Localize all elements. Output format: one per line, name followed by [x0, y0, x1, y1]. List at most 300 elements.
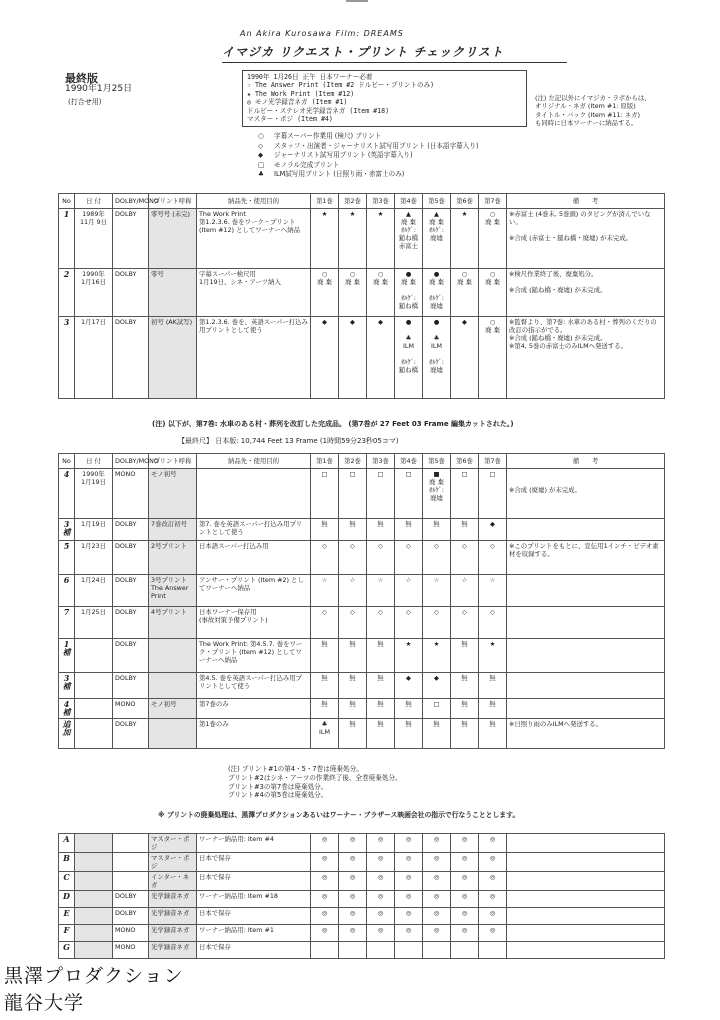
- row-reel-mark: ◎: [339, 834, 367, 853]
- row-reel-mark: ◎: [311, 853, 339, 872]
- box-line: ☆ The Answer Print (Item #2 ドルビー・プリントのみ): [247, 81, 435, 90]
- row-sound: DOLBY: [113, 891, 149, 908]
- row-reel-mark: ◎: [479, 891, 507, 908]
- row-remarks: [507, 853, 665, 872]
- row-reel-mark: ◎: [367, 908, 395, 925]
- row-remarks: ※日照り雨のみILMへ発送する。: [507, 719, 665, 749]
- row-reel-mark: ◎: [423, 891, 451, 908]
- row-sound: DOLBY: [113, 719, 149, 749]
- title-underline: [222, 62, 567, 63]
- row-material: インター・ネガ: [149, 872, 197, 891]
- row-reel-mark: ◎: [395, 925, 423, 942]
- row-reel-mark: ★: [423, 639, 451, 673]
- watermark-line-2: 龍谷大学: [4, 992, 85, 1014]
- row-destination: 日本で保存: [197, 908, 311, 925]
- row-reel-mark: ◎: [367, 925, 395, 942]
- row-destination: 第1巻のみ: [197, 719, 311, 749]
- row-reel-mark: □: [367, 469, 395, 519]
- table-row: [59, 269, 665, 317]
- row-material: マスター・ポジ: [149, 834, 197, 853]
- row-no: 1: [59, 209, 75, 269]
- right-note-line: オリジナル・ネガ (Item #1: 原版): [535, 102, 636, 111]
- row-sound: DOLBY: [113, 209, 149, 269]
- print-table-1: [58, 193, 665, 399]
- row-no: 3補: [59, 673, 75, 699]
- row-sound: [113, 834, 149, 853]
- row-destination: 日本で保存: [197, 942, 311, 959]
- row-reel-mark: 無: [451, 673, 479, 699]
- row-remarks: ※合成 (廃墟) が未完成。: [507, 469, 665, 519]
- row-reel-mark: ◆: [423, 673, 451, 699]
- row-reel-mark: ○ 廃 棄: [479, 209, 507, 269]
- row-reel-mark: 無: [451, 719, 479, 749]
- row-destination: 日本語スーパー打込み用: [197, 541, 311, 575]
- row-date: 1月19日: [75, 519, 113, 541]
- table-row: [59, 469, 665, 519]
- row-no: 7: [59, 607, 75, 639]
- row-reel-mark: ○ 廃 棄: [479, 317, 507, 399]
- row-print-name: [149, 673, 197, 699]
- legend-text: スタッフ・出演者・ジャーナリスト試写用プリント (日本語字幕入り): [274, 141, 479, 150]
- row-reel-mark: ◇: [395, 541, 423, 575]
- row-remarks: [507, 925, 665, 942]
- row-reel-mark: 無: [339, 699, 367, 719]
- row-reel-mark: ◎: [367, 834, 395, 853]
- legend-item: [258, 161, 479, 171]
- row-reel-mark: [423, 942, 451, 959]
- row-reel-mark: ◎: [339, 908, 367, 925]
- row-remarks: [507, 872, 665, 891]
- row-reel-mark: ◇: [311, 607, 339, 639]
- row-destination: 日本で保存: [197, 853, 311, 872]
- row-no: G: [59, 942, 75, 959]
- row-reel-mark: ★: [395, 639, 423, 673]
- row-reel-mark: ◆: [451, 317, 479, 399]
- row-reel-mark: 無: [311, 519, 339, 541]
- row-date: [75, 719, 113, 749]
- row-remarks: [507, 607, 665, 639]
- row-reel-mark: ◎: [339, 925, 367, 942]
- col-print-name: プリント呼称: [149, 454, 197, 469]
- row-reel-mark: ◎: [311, 891, 339, 908]
- row-reel-mark: ◇: [339, 607, 367, 639]
- box-line: 1990年 1月26日 正午 日本ワーナー必着: [247, 73, 373, 81]
- row-remarks: [507, 699, 665, 719]
- row-reel-mark: 無: [451, 639, 479, 673]
- row-reel-mark: ○ 廃 棄: [451, 269, 479, 317]
- row-date: [75, 942, 113, 959]
- row-reel-mark: ◇: [423, 607, 451, 639]
- col-destination: 納品先・使用目的: [197, 454, 311, 469]
- row-reel-mark: ◎: [311, 834, 339, 853]
- table-row: [59, 209, 665, 269]
- right-note-line: (注) 左記以外にイマジカ・ラボからは、: [535, 94, 651, 102]
- row-reel-mark: 無: [367, 699, 395, 719]
- row-print-name: 零号: [149, 269, 197, 317]
- row-print-name: モノ初号: [149, 699, 197, 719]
- col-reel: 第7巻: [479, 454, 507, 469]
- row-reel-mark: ☆: [311, 575, 339, 607]
- row-print-name: 初号 (AK試写): [149, 317, 197, 399]
- material-row: [59, 853, 665, 872]
- table-row: [59, 673, 665, 699]
- row-reel-mark: ◎: [479, 908, 507, 925]
- row-reel-mark: 無: [311, 699, 339, 719]
- table-header-row: [59, 454, 665, 469]
- row-reel-mark: □: [479, 469, 507, 519]
- row-reel-mark: ■ 廃 棄 ｵﾙｸﾞ: 廃墟: [423, 469, 451, 519]
- row-reel-mark: ◎: [423, 853, 451, 872]
- row-remarks: [507, 908, 665, 925]
- row-remarks: [507, 575, 665, 607]
- row-reel-mark: ◎: [451, 872, 479, 891]
- row-sound: DOLBY: [113, 575, 149, 607]
- col-sound: DOLBY/MONO: [113, 194, 149, 209]
- row-reel-mark: ◎: [367, 872, 395, 891]
- row-reel-mark: ◎: [395, 872, 423, 891]
- row-no: 6: [59, 575, 75, 607]
- row-reel-mark: ◎: [451, 853, 479, 872]
- row-sound: DOLBY: [113, 673, 149, 699]
- row-reel-mark: ★: [339, 209, 367, 269]
- row-reel-mark: ○ 廃 棄: [367, 269, 395, 317]
- row-date: 1990年 1月16日: [75, 269, 113, 317]
- table-row: [59, 575, 665, 607]
- right-note-line: タイトル・バック (Item #11: ネガ): [535, 110, 641, 119]
- row-no: D: [59, 891, 75, 908]
- row-reel-mark: ◆: [311, 317, 339, 399]
- row-date: [75, 872, 113, 891]
- table-row: [59, 699, 665, 719]
- row-remarks: [507, 519, 665, 541]
- row-reel-mark: ◎: [311, 872, 339, 891]
- row-reel-mark: ◇: [311, 541, 339, 575]
- col-reel: 第4巻: [395, 454, 423, 469]
- top-scan-mark: [346, 0, 368, 2]
- version-date: 1990年1月25日: [65, 84, 133, 94]
- row-reel-mark: ◇: [367, 607, 395, 639]
- row-sound: MONO: [113, 469, 149, 519]
- document-title: イマジカ リクエスト・プリント チェックリスト: [222, 45, 504, 59]
- row-date: [75, 891, 113, 908]
- row-no: 3補: [59, 519, 75, 541]
- row-material: 光学録音ネガ: [149, 908, 197, 925]
- row-reel-mark: 無: [395, 719, 423, 749]
- col-reel: 第5巻: [423, 194, 451, 209]
- row-reel-mark: ◎: [451, 908, 479, 925]
- row-reel-mark: ★: [451, 209, 479, 269]
- col-no: No: [59, 454, 75, 469]
- row-destination: 日本で保存: [197, 872, 311, 891]
- legend-text: ジャーナリスト試写用プリント (英語字幕入り): [274, 151, 413, 160]
- row-reel-mark: [367, 942, 395, 959]
- row-reel-mark: ● ♣ ILM ｵﾙｸﾞ: 廃墟: [423, 317, 451, 399]
- row-reel-mark: ● ♣ ILM ｵﾙｸﾞ: 鎚ね橋: [395, 317, 423, 399]
- col-print-name: プリント呼称: [149, 194, 197, 209]
- row-print-name: 7巻改訂初号: [149, 519, 197, 541]
- row-reel-mark: [395, 942, 423, 959]
- col-reel: 第1巻: [311, 454, 339, 469]
- row-destination: [197, 469, 311, 519]
- row-date: 1月24日: [75, 575, 113, 607]
- col-remarks: 備 考: [507, 194, 665, 209]
- row-reel-mark: ◎: [479, 872, 507, 891]
- row-sound: MONO: [113, 699, 149, 719]
- row-reel-mark: ◇: [451, 607, 479, 639]
- row-no: 4: [59, 469, 75, 519]
- row-no: A: [59, 834, 75, 853]
- row-sound: DOLBY: [113, 541, 149, 575]
- table-row: [59, 719, 665, 749]
- row-reel-mark: 無: [423, 719, 451, 749]
- row-reel-mark: ◎: [451, 925, 479, 942]
- row-reel-mark: ◆: [339, 317, 367, 399]
- legend-text: 字幕スーパー作業用 (検尺) プリント: [274, 132, 382, 140]
- row-reel-mark: ◎: [479, 853, 507, 872]
- table-row: [59, 541, 665, 575]
- row-date: [75, 834, 113, 853]
- row-destination: 字幕スーパー検尺用 1月19日、シネ・アーツ納入: [197, 269, 311, 317]
- disposal-note-line: プリント#2はシネ・アーツの作業終了後、全巻廃棄処分。: [228, 773, 402, 782]
- row-reel-mark: ◎: [423, 834, 451, 853]
- disposal-instruction: ※ プリントの廃棄処理は、黒澤プロダクションあるいはワーナー・ブラザース映画会社の指示で行なうこととします。: [158, 811, 520, 819]
- row-date: 1990年 1月19日: [75, 469, 113, 519]
- col-reel: 第3巻: [367, 194, 395, 209]
- col-reel: 第1巻: [311, 194, 339, 209]
- row-sound: MONO: [113, 925, 149, 942]
- row-reel-mark: 無: [367, 519, 395, 541]
- row-reel-mark: ● 廃 棄 ｵﾙｸﾞ: 鎚ね橋: [395, 269, 423, 317]
- row-reel-mark: ◎: [395, 853, 423, 872]
- row-no: F: [59, 925, 75, 942]
- box-line: ★ The Work Print (Item #12): [247, 89, 355, 98]
- row-reel-mark: 無: [423, 519, 451, 541]
- row-reel-mark: ◎: [311, 925, 339, 942]
- right-note: [535, 94, 651, 128]
- row-date: [75, 853, 113, 872]
- row-no: B: [59, 853, 75, 872]
- row-no: 4補: [59, 699, 75, 719]
- row-reel-mark: ◎: [451, 834, 479, 853]
- row-print-name: 2号プリント: [149, 541, 197, 575]
- row-remarks: [507, 639, 665, 673]
- row-reel-mark: ◆: [395, 673, 423, 699]
- row-reel-mark: ◎: [339, 872, 367, 891]
- row-date: [75, 639, 113, 673]
- row-destination: ワーナー納品用: Item #1: [197, 925, 311, 942]
- col-reel: 第4巻: [395, 194, 423, 209]
- row-reel-mark: ♣ ILM: [311, 719, 339, 749]
- row-reel-mark: □: [423, 699, 451, 719]
- row-date: [75, 925, 113, 942]
- row-date: [75, 673, 113, 699]
- row-reel-mark: □: [311, 469, 339, 519]
- col-date: 日 付: [75, 194, 113, 209]
- col-remarks: 備 考: [507, 454, 665, 469]
- row-reel-mark: ☆: [451, 575, 479, 607]
- col-reel: 第2巻: [339, 454, 367, 469]
- row-reel-mark: 無: [479, 673, 507, 699]
- row-reel-mark: ▲ 廃 棄 ｵﾙｸﾞ: 鎚ね橋 赤富士: [395, 209, 423, 269]
- row-sound: [113, 853, 149, 872]
- row-reel-mark: ◎: [423, 925, 451, 942]
- material-row: [59, 908, 665, 925]
- row-destination: ワーナー納品用: Item #18: [197, 891, 311, 908]
- row-reel-mark: ◎: [339, 853, 367, 872]
- row-reel-mark: ★: [367, 209, 395, 269]
- row-destination: 第7. 巻を英語スーパー打込み用プリントとして使う: [197, 519, 311, 541]
- row-reel-mark: ☆: [479, 575, 507, 607]
- materials-table: [58, 833, 665, 959]
- row-sound: DOLBY: [113, 269, 149, 317]
- row-reel-mark: ◎: [367, 891, 395, 908]
- row-date: 1989年 11月 9日: [75, 209, 113, 269]
- row-date: 1月23日: [75, 541, 113, 575]
- row-reel-mark: ☆: [339, 575, 367, 607]
- row-reel-mark: ◇: [339, 541, 367, 575]
- delivery-box: [242, 70, 527, 127]
- row-print-name: 零号号 (未完): [149, 209, 197, 269]
- col-reel: 第7巻: [479, 194, 507, 209]
- box-line: マスター・ポジ (Item #4): [247, 115, 333, 124]
- legend-symbol: ○: [258, 132, 264, 140]
- col-reel: 第6巻: [451, 194, 479, 209]
- row-destination: 日本ワーナー保存用 (事故対策予備プリント): [197, 607, 311, 639]
- row-reel-mark: ★: [479, 639, 507, 673]
- row-reel-mark: 無: [311, 639, 339, 673]
- table-header-row: [59, 194, 665, 209]
- row-destination: 第7巻のみ: [197, 699, 311, 719]
- row-reel-mark: ★: [311, 209, 339, 269]
- legend-item: [258, 151, 479, 161]
- row-sound: MONO: [113, 942, 149, 959]
- row-reel-mark: 無: [339, 639, 367, 673]
- row-remarks: ※赤富士 (4巻末, 5巻頭) のタビングが済んでいない。 ※合成 (赤富士・鎚ね橋・廃墟) が未完成。: [507, 209, 665, 269]
- legend-symbol: ◆: [258, 151, 264, 160]
- row-remarks: [507, 834, 665, 853]
- row-reel-mark: ● 廃 棄 ｵﾙｸﾞ: 廃墟: [423, 269, 451, 317]
- revision-note: (注) 以下が、第7巻: 水車のある村・葬列を改訂した完成品。 (第7巻が 27 Feet 03 Frame 編集カットされた。): [152, 420, 514, 428]
- row-reel-mark: 無: [479, 719, 507, 749]
- row-reel-mark: □: [339, 469, 367, 519]
- row-reel-mark: 無: [311, 673, 339, 699]
- row-reel-mark: ◎: [395, 891, 423, 908]
- row-reel-mark: ◎: [395, 834, 423, 853]
- col-reel: 第2巻: [339, 194, 367, 209]
- row-print-name: モノ初号: [149, 469, 197, 519]
- legend-item: [258, 170, 479, 180]
- row-destination: The Work Print: 第4.5.7. 巻をワーク・プリント (Item #12) としてワーナーへ納品: [197, 639, 311, 673]
- row-destination: ワーナー納品用: Item #4: [197, 834, 311, 853]
- row-reel-mark: ◇: [451, 541, 479, 575]
- row-material: 光学録音ネガ: [149, 891, 197, 908]
- row-no: 追加: [59, 719, 75, 749]
- row-reel-mark: 無: [479, 699, 507, 719]
- row-reel-mark: □: [451, 469, 479, 519]
- row-reel-mark: ◎: [339, 891, 367, 908]
- material-row: [59, 925, 665, 942]
- row-remarks: ※このプリントをもとに、宣伝用1インチ・ビデオ素材を収録する。: [507, 541, 665, 575]
- row-no: E: [59, 908, 75, 925]
- row-reel-mark: ◎: [479, 925, 507, 942]
- row-sound: DOLBY: [113, 317, 149, 399]
- row-no: 3: [59, 317, 75, 399]
- legend-symbol: □: [258, 160, 265, 169]
- row-reel-mark: [451, 942, 479, 959]
- row-reel-mark: ◎: [451, 891, 479, 908]
- row-reel-mark: ☆: [395, 575, 423, 607]
- row-destination: 第1.2.3.6. 巻を、英語スーパー打込み用プリントとして使う: [197, 317, 311, 399]
- row-date: [75, 908, 113, 925]
- col-reel: 第3巻: [367, 454, 395, 469]
- row-reel-mark: ◎: [423, 872, 451, 891]
- row-sound: [113, 872, 149, 891]
- film-title: An Akira Kurosawa Film: DREAMS: [240, 29, 404, 38]
- col-sound: DOLBY/MONO: [113, 454, 149, 469]
- row-material: 光学録音ネガ: [149, 942, 197, 959]
- row-reel-mark: ○ 廃 棄: [311, 269, 339, 317]
- row-no: C: [59, 872, 75, 891]
- row-reel-mark: 無: [367, 719, 395, 749]
- row-reel-mark: 無: [451, 519, 479, 541]
- box-line: ドルビー・ステレオ光学録音ネガ (Item #18): [247, 106, 390, 115]
- row-reel-mark: ◎: [395, 908, 423, 925]
- row-remarks: ※検尺作業終了後、廃棄処分。 ※合成 (鎚ね橋・廃墟) が未完成。: [507, 269, 665, 317]
- row-date: 1月17日: [75, 317, 113, 399]
- row-date: 1月25日: [75, 607, 113, 639]
- row-reel-mark: 無: [339, 519, 367, 541]
- row-sound: DOLBY: [113, 639, 149, 673]
- table-row: [59, 639, 665, 673]
- legend-text: ILM試写用プリント (日照り雨・赤富士のみ): [274, 170, 405, 179]
- table-row: [59, 607, 665, 639]
- row-reel-mark: [339, 942, 367, 959]
- row-reel-mark: ○ 廃 棄: [479, 269, 507, 317]
- material-row: [59, 872, 665, 891]
- row-reel-mark: 無: [339, 719, 367, 749]
- row-reel-mark: 無: [395, 519, 423, 541]
- disposal-note-line: プリント#3の第7巻は廃棄処分。: [228, 782, 328, 791]
- row-print-name: [149, 719, 197, 749]
- row-remarks: [507, 673, 665, 699]
- box-line: ◎ モノ光学録音ネガ (Item #1): [247, 98, 348, 107]
- row-reel-mark: ◇: [479, 607, 507, 639]
- row-remarks: [507, 891, 665, 908]
- row-reel-mark: 無: [339, 673, 367, 699]
- legend-item: [258, 142, 479, 152]
- row-reel-mark: ◆: [367, 317, 395, 399]
- row-no: 1補: [59, 639, 75, 673]
- row-no: 2: [59, 269, 75, 317]
- row-destination: The Work Print 第1.2.3.6. 巻をワーク・プリント (Item #12) としてワーナーへ納品: [197, 209, 311, 269]
- row-reel-mark: ◆: [479, 519, 507, 541]
- right-note-line: も同時に日本ワーナーに納品する。: [535, 119, 638, 128]
- row-reel-mark: ◇: [479, 541, 507, 575]
- row-reel-mark: 無: [451, 699, 479, 719]
- legend-symbol: ◇: [258, 141, 264, 150]
- row-reel-mark: ◎: [311, 908, 339, 925]
- row-reel-mark: [479, 942, 507, 959]
- legend-text: モノラル完成プリント: [274, 160, 340, 169]
- table-row: [59, 519, 665, 541]
- disposal-note-line: (注) プリント#1の第4・5・7巻は廃棄処分。: [228, 765, 363, 773]
- row-reel-mark: ◎: [479, 834, 507, 853]
- material-row: [59, 891, 665, 908]
- row-sound: DOLBY: [113, 607, 149, 639]
- final-length: 【最終尺】 日本版: 10,744 Feet 13 Frame (1時間59分23秒05コマ): [178, 437, 399, 445]
- row-reel-mark: ☆: [423, 575, 451, 607]
- row-reel-mark: ○ 廃 棄: [339, 269, 367, 317]
